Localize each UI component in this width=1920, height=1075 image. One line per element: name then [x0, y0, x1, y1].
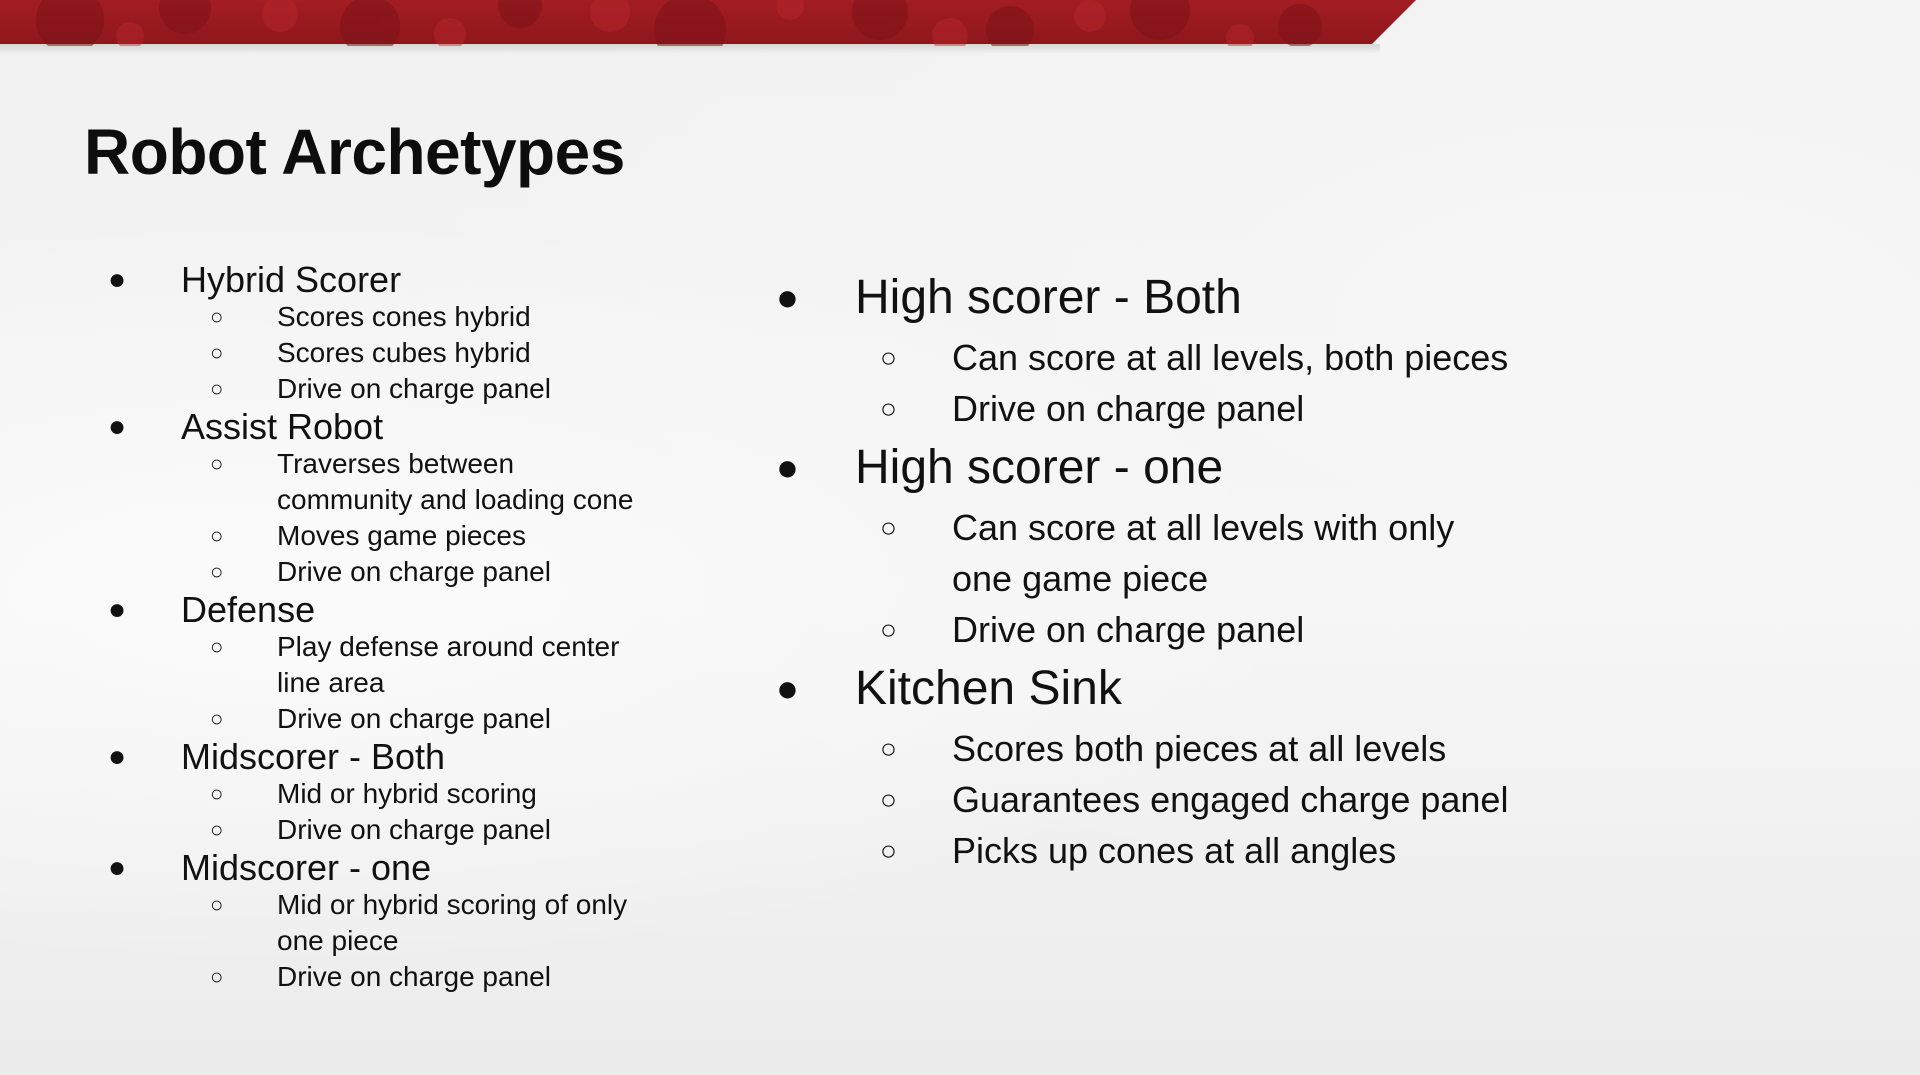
list-item: [108, 407, 668, 590]
hollow-bullet-icon: ○: [880, 512, 897, 543]
sub-list-item: ○ Guarantees engaged charge panel: [776, 774, 1512, 825]
list-item: [108, 260, 668, 407]
bullet-icon: ●: [776, 668, 799, 710]
list-item-heading: [108, 260, 668, 299]
bullet-icon: ●: [776, 277, 799, 319]
hollow-bullet-icon: ○: [210, 559, 224, 584]
header-banner: [0, 0, 1920, 46]
sub-list-item: ○ Drive on charge panel: [776, 604, 1512, 655]
sub-list-item: ○ Picks up cones at all angles: [776, 825, 1512, 876]
hollow-bullet-icon: ○: [880, 733, 897, 764]
list-item-heading: [108, 590, 668, 629]
list-item-label: Kitchen Sink: [855, 662, 1122, 715]
sub-list-item: ○ Scores both pieces at all levels: [776, 723, 1512, 774]
sub-list-item: ○ Scores cubes hybrid: [108, 335, 657, 371]
bullet-icon: ●: [108, 851, 127, 884]
list-item-heading: [776, 440, 1676, 496]
hollow-bullet-icon: ○: [880, 342, 897, 373]
list-item-heading: [108, 737, 668, 776]
list-item: [108, 590, 668, 737]
list-item-label: High scorer - one: [855, 441, 1224, 494]
sub-list-item: ○ Drive on charge panel: [776, 383, 1512, 434]
sub-list: [776, 723, 1676, 876]
bullet-icon: ●: [776, 447, 799, 489]
sub-list: [108, 629, 668, 737]
sub-list-item: ○ Mid or hybrid scoring: [108, 776, 657, 812]
sub-list: [108, 887, 668, 995]
sub-list-item: ○ Play defense around center line area: [210, 631, 620, 698]
list-item-label: Midscorer - Both: [181, 736, 446, 777]
hollow-bullet-icon: ○: [210, 892, 224, 917]
hollow-bullet-icon: ○: [210, 340, 224, 365]
bullet-icon: ●: [108, 593, 127, 626]
hollow-bullet-icon: ○: [210, 451, 224, 476]
list-item: [776, 661, 1676, 876]
list-item-heading: [108, 848, 668, 887]
sub-list: [108, 299, 668, 407]
bullet-icon: ●: [108, 410, 127, 443]
bullet-icon: ●: [108, 263, 127, 296]
hollow-bullet-icon: ○: [210, 706, 224, 731]
left-bullet-list: [108, 260, 668, 995]
sub-list-item: ○ Drive on charge panel: [108, 959, 657, 995]
list-item-label: Defense: [181, 589, 316, 630]
hollow-bullet-icon: ○: [210, 817, 224, 842]
hollow-bullet-icon: ○: [880, 835, 897, 866]
list-item-heading: [776, 661, 1676, 717]
hollow-bullet-icon: ○: [210, 964, 224, 989]
hollow-bullet-icon: ○: [880, 393, 897, 424]
sub-list: [776, 502, 1676, 655]
hollow-bullet-icon: ○: [210, 523, 224, 548]
list-item-label: Midscorer - one: [181, 847, 432, 888]
slide-title: Robot Archetypes: [84, 116, 625, 188]
sub-list-item: ○ Can score at all levels, both pieces: [776, 332, 1512, 383]
list-item-heading: [108, 407, 668, 446]
sub-list-item: ○ Drive on charge panel: [108, 371, 657, 407]
sub-list: [108, 776, 668, 848]
sub-list-item: ○ Traverses between community and loading cone: [210, 448, 634, 515]
sub-list: [776, 332, 1676, 434]
sub-list-item: ○ Drive on charge panel: [108, 812, 657, 848]
hollow-bullet-icon: ○: [210, 634, 224, 659]
list-item-heading: [776, 270, 1676, 326]
hollow-bullet-icon: ○: [880, 784, 897, 815]
list-item: [108, 737, 668, 848]
hollow-bullet-icon: ○: [210, 304, 224, 329]
right-bullet-list: [776, 270, 1676, 882]
hollow-bullet-icon: ○: [210, 781, 224, 806]
list-item-label: High scorer - Both: [855, 271, 1242, 324]
sub-list: [108, 446, 668, 590]
list-item: [108, 848, 668, 995]
sub-list-item: ○ Drive on charge panel: [108, 701, 657, 737]
list-item-label: Assist Robot: [181, 406, 384, 447]
bullet-icon: ●: [108, 740, 127, 773]
sub-list-item: ○ Moves game pieces: [108, 518, 657, 554]
hollow-bullet-icon: ○: [880, 614, 897, 645]
sub-list-item: ○ Mid or hybrid scoring of only one piece: [210, 889, 628, 956]
hollow-bullet-icon: ○: [210, 376, 224, 401]
list-item: [776, 440, 1676, 655]
list-item: [776, 270, 1676, 434]
list-item-label: Hybrid Scorer: [181, 259, 402, 300]
sub-list-item: ○ Can score at all levels with only one game piece: [776, 502, 1512, 604]
sub-list-item: ○ Scores cones hybrid: [108, 299, 657, 335]
sub-list-item: ○ Drive on charge panel: [108, 554, 657, 590]
